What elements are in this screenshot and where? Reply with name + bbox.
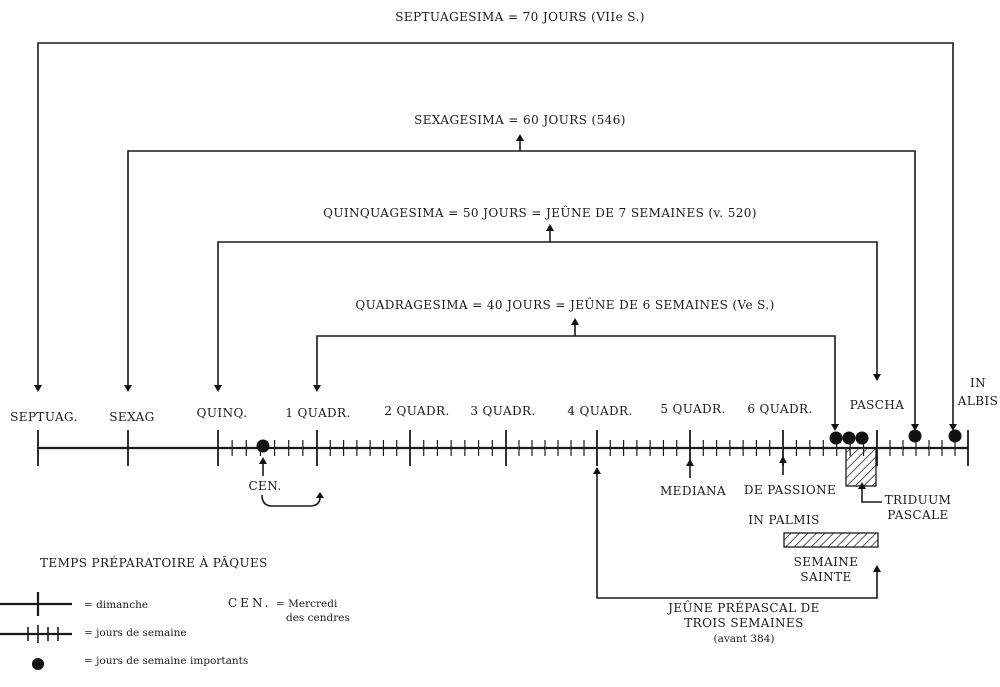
cen-label: CEN. <box>248 479 282 493</box>
sexagesima-label: SEXAGESIMA = 60 JOURS (546) <box>414 113 626 127</box>
quadragesima-start-arrow <box>313 385 321 392</box>
quadragesima-end-arrow <box>831 424 839 431</box>
legend-title: TEMPS PRÉPARATOIRE À PÂQUES <box>40 556 268 570</box>
sunday-label-quadr-1: 1 QUADR. <box>285 406 351 420</box>
legend-weekdays-symbol <box>0 625 72 643</box>
legend-important-text: = jours de semaine importants <box>84 655 249 667</box>
easter-week-wednesday-dot <box>909 430 922 443</box>
sunday-label-in-albis-line2: ALBIS <box>957 394 999 408</box>
sunday-label-sexag: SEXAG <box>109 410 155 424</box>
holy-thursday-dot <box>830 432 843 445</box>
semaine-sainte-label-line1: SEMAINE <box>793 555 859 569</box>
jeune-prepascal-line1: JEÛNE PRÉPASCAL DE <box>668 601 820 615</box>
sunday-label-quadr-5: 5 QUADR. <box>660 402 726 416</box>
triduum-label-line1: TRIDUUM <box>884 493 952 507</box>
legend-sunday-text: = dimanche <box>84 599 149 611</box>
in-palmis-label: IN PALMIS <box>748 513 820 527</box>
de-passione-marker <box>779 456 787 475</box>
holy-saturday-dot <box>856 432 869 445</box>
sunday-label-quadr-3: 3 QUADR. <box>470 404 536 418</box>
sunday-label-quadr-6: 6 QUADR. <box>747 402 813 416</box>
sunday-label-septuag: SEPTUAG. <box>10 410 78 424</box>
sunday-label-quinq: QUINQ. <box>196 406 248 420</box>
quadragesima-mid-arrow <box>571 318 579 325</box>
sexagesima-mid-arrow <box>516 134 524 141</box>
quadragesima-label: QUADRAGESIMA = 40 JOURS = JEÛNE DE 6 SEMAINES (Ve S.) <box>355 298 775 312</box>
jeune-prepascal-line3: (avant 384) <box>713 633 775 645</box>
quinquagesima-label: QUINQUAGESIMA = 50 JOURS = JEÛNE DE 7 SEMAINES (v. 520) <box>323 206 757 220</box>
ash-wednesday-dot <box>257 440 270 453</box>
semaine-sainte-hatch <box>784 533 878 547</box>
de-passione-label: DE PASSIONE <box>743 483 837 497</box>
sexagesima-start-arrow <box>124 385 132 392</box>
legend-cen-abbr: CEN. <box>228 596 272 610</box>
legend-sunday-symbol <box>0 592 72 616</box>
quinquagesima-start-arrow <box>214 385 222 392</box>
triduum-label-line2: PASCALE <box>887 508 949 522</box>
legend-cen-def-2: des cendres <box>286 612 350 624</box>
sexagesima-bracket <box>124 134 919 431</box>
legend-weekdays-text: = jours de semaine <box>84 627 187 639</box>
mediana-marker <box>686 459 694 478</box>
triduum-hatch <box>846 448 876 486</box>
septuagesima-start-arrow <box>34 385 42 392</box>
quinquagesima-mid-arrow <box>546 224 554 231</box>
legend-important-dot <box>32 658 44 670</box>
sunday-label-in-albis-line1: IN <box>969 376 987 390</box>
good-friday-dot <box>843 432 856 445</box>
legend-cen-def-1: = Mercredi <box>276 598 338 610</box>
jeune-prepascal-line2: TROIS SEMAINES <box>684 616 804 630</box>
sunday-label-quadr-2: 2 QUADR. <box>384 404 450 418</box>
semaine-sainte-label-line2: SAINTE <box>800 570 852 584</box>
mediana-label: MEDIANA <box>659 484 727 498</box>
sunday-label-pascha: PASCHA <box>849 398 905 412</box>
septuagesima-bracket <box>34 43 957 431</box>
easter-week-saturday-dot <box>949 430 962 443</box>
septuagesima-label: SEPTUAGESIMA = 70 JOURS (VIIe S.) <box>395 10 645 24</box>
quinquagesima-end-arrow <box>873 374 881 381</box>
sunday-label-quadr-4: 4 QUADR. <box>567 404 633 418</box>
